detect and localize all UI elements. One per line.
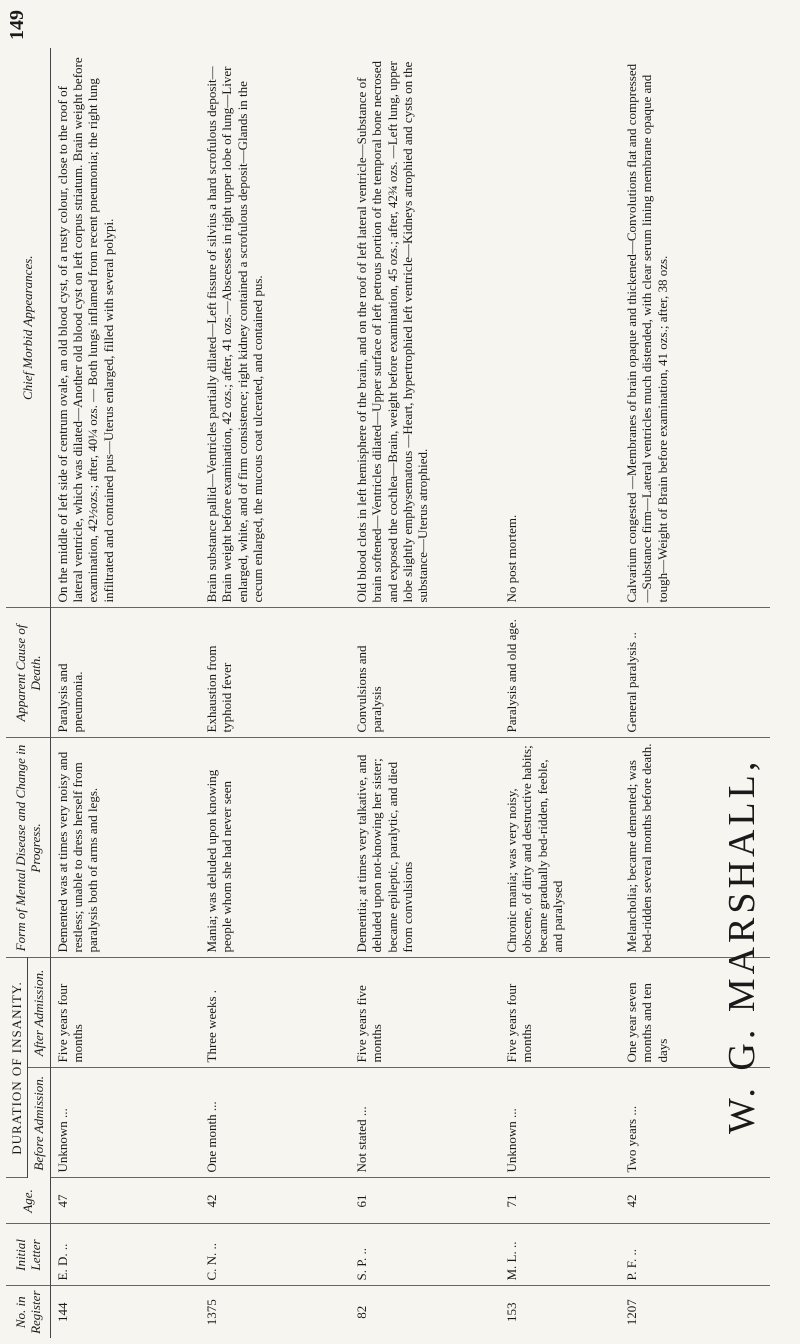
apparent-cause-of-death: General paralysis .. — [620, 608, 770, 738]
header-initial-letter: Initial Letter — [6, 1224, 50, 1286]
initial-letter: C. N. .. — [200, 1224, 350, 1286]
initial-letter: S. P. .. — [350, 1224, 500, 1286]
form-of-mental-disease: Mania; was deluded upon knowing people whom she had never seen — [200, 738, 350, 958]
header-after-admission: After Admission. — [28, 958, 50, 1068]
header-apparent-cause-of-death: Apparent Cause of Death. — [6, 608, 50, 738]
register-number: 144 — [54, 1302, 70, 1322]
form-of-mental-disease: Dementia; at times very talkative, and deluded upon not-knowing her sister; became epileptic, paralytic, and died from convulsions — [350, 738, 500, 958]
header-form-of-mental-disease: Form of Mental Disease and Change in Progress. — [6, 738, 50, 958]
age: 71 — [500, 1178, 620, 1224]
apparent-cause-of-death: Paralysis and pneumonia. — [50, 608, 200, 738]
initial-letter: E. D. .. — [50, 1224, 200, 1286]
table-row — [200, 48, 350, 1338]
duration-after-admission: Five years five months — [350, 958, 500, 1068]
duration-before-admission: One month ... — [200, 1068, 350, 1178]
page-number: 149 — [6, 10, 28, 40]
register-number: 1375 — [204, 1299, 220, 1326]
duration-after-admission: Five years four months — [50, 958, 200, 1068]
apparent-cause-of-death: Exhaustion from typhoid fever — [200, 608, 350, 738]
chief-morbid-appearances: On the middle of left side of centrum ovale, an old blood cyst, of a rusty colour, close to the roof of lateral ventricle, which was dilated—Another old blood cyst on left corpus striatum. Brain weight before examination, 42½ozs.; after, 40¼ ozs. — Both lungs inflamed from recent pneumonia; the right lung infiltrated and contained pus—Uterus enlarged, filled with several polypi. — [50, 48, 200, 608]
chief-morbid-appearances: Calvarium congested —Membranes of brain opaque and thickened—Convolutions flat and compressed —Substance firm—Lateral ventricles much distended, with clear serum lining membrane opaque and tough—Weight of Brain before examination, 41 ozs.; after, 38 ozs. — [620, 48, 770, 608]
table-row — [50, 48, 200, 1338]
apparent-cause-of-death: Convulsions and paralysis — [350, 608, 500, 738]
duration-after-admission: Three weeks . — [200, 958, 350, 1068]
post-mortem-register-table — [6, 48, 770, 1338]
duration-before-admission: Unknown ... — [500, 1068, 620, 1178]
signature: W. G. MARSHALL, — [721, 757, 763, 1134]
register-number: 82 — [354, 1305, 370, 1319]
initial-letter: P. F. .. — [620, 1224, 770, 1286]
age: 42 — [620, 1178, 770, 1224]
header-duration-of-insanity: DURATION OF INSANITY. — [6, 958, 28, 1178]
table-row — [500, 48, 620, 1338]
form-of-mental-disease: Melancholia; became demented; was bed-ridden several months before death. — [620, 738, 770, 958]
duration-before-admission: Not stated ... — [350, 1068, 500, 1178]
table-row — [350, 48, 500, 1338]
register-number: 1207 — [624, 1299, 640, 1326]
header-no-in-register: No. in Register — [6, 1286, 50, 1338]
duration-before-admission: Unknown ... — [50, 1068, 200, 1178]
header-before-admission: Before Admission. — [28, 1068, 50, 1178]
duration-before-admission: Two years ... — [620, 1068, 770, 1178]
duration-after-admission: One year seven months and ten days — [620, 958, 770, 1068]
chief-morbid-appearances: Old blood clots in left hemisphere of the brain, and on the roof of left lateral ventricle—Substance of brain softened—Ventricles dilated—Upper surface of left petrous portion of the temporal bone necrosed and exposed the cochlea—Brain, weight before examination, 45 ozs.; after, 42¾ ozs. —Left lung, upper lobe slightly emphysematous —Heart, hypertrophied left ventricle—Kidneys atrophied and cysts on the substance—Uterus atrophied. — [350, 48, 500, 608]
age: 61 — [350, 1178, 500, 1224]
table-row — [620, 48, 770, 1338]
header-chief-morbid-appearances: Chief Morbid Appearances. — [6, 48, 50, 608]
age: 42 — [200, 1178, 350, 1224]
apparent-cause-of-death: Paralysis and old age. — [500, 608, 620, 738]
chief-morbid-appearances: No post mortem. — [500, 48, 620, 608]
chief-morbid-appearances: Brain substance pallid—Ventricles partially dilated—Left fissure of silvius a hard scrofulous deposit—Brain weight before examination, 42 ozs.; after, 41 ozs.—Abscesses in right upper lobe of lung—Liver enlarged, white, and of firm consistence; right kidney contained a scrofulous deposit—Glands in the cecum enlarged, the mucous coat ulcerated, and contained pus. — [200, 48, 350, 608]
initial-letter: M. L. .. — [500, 1224, 620, 1286]
form-of-mental-disease: Chronic mania; was very noisy, obscene, of dirty and destructive habits; became gradually bed-ridden, feeble, and paralysed — [500, 738, 620, 958]
form-of-mental-disease: Demented was at times very noisy and restless; unable to dress herself from paralysis both of arms and legs. — [50, 738, 200, 958]
age: 47 — [50, 1178, 200, 1224]
duration-after-admission: Five years four months — [500, 958, 620, 1068]
register-number: 153 — [504, 1302, 520, 1322]
header-age: Age. — [6, 1178, 50, 1224]
